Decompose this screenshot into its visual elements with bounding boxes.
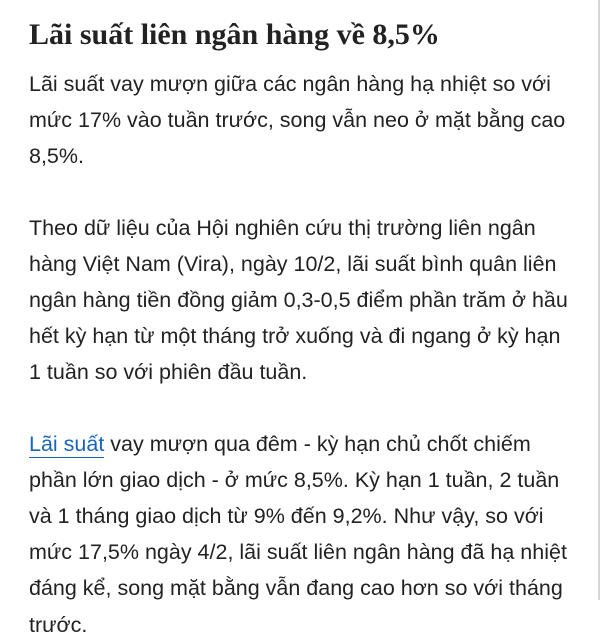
article-headline: Lãi suất liên ngân hàng về 8,5%: [29, 18, 440, 51]
interest-rate-link[interactable]: Lãi suất: [29, 431, 105, 456]
news-article: [29, 14, 574, 643]
article-paragraph-2: [29, 426, 574, 643]
article-lead: Lãi suất vay mượn giữa các ngân hàng hạ nhiệt so với mức 17% vào tuần trước, song vẫn neo ở mặt bằng cao 8,5%.: [29, 72, 566, 169]
article-paragraph-2-text: vay mượn qua đêm - kỳ hạn chủ chốt chiếm phần lớn giao dịch - ở mức 8,5%. Kỳ hạn 1 tuần, 2 tuần và 1 tháng giao dịch từ 9% đến 9,2%. Như vậy, so với mức 17,5% ngày 4/2, lãi suất liên ngân hàng đã hạ nhiệt đáng kể, song mặt bằng vẫn đang cao hơn so với tháng trước.: [29, 431, 567, 637]
article-paragraph-1: Theo dữ liệu của Hội nghiên cứu thị trường liên ngân hàng Việt Nam (Vira), ngày 10/2, lãi suất bình quân liên ngân hàng tiền đồng giảm 0,3-0,5 điểm phần trăm ở hầu hết kỳ hạn từ một tháng trở xuống và đi ngang ở kỳ hạn 1 tuần so với phiên đầu tuần.: [29, 215, 568, 385]
